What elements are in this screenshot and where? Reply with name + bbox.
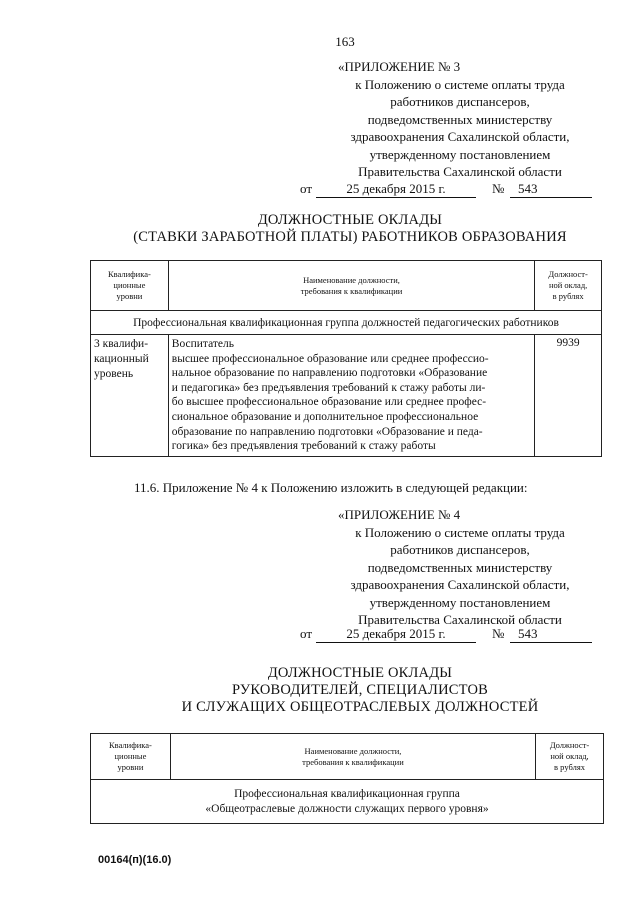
level-cell [91, 335, 169, 457]
appendix-3-block [300, 58, 620, 181]
number-sign: № [492, 181, 505, 196]
appendix-4-date: 25 декабря 2015 г. [316, 626, 476, 643]
appendix-4-line: здравоохранения Сахалинской области, [350, 577, 570, 592]
document-code: 00164(п)(16.0) [98, 854, 172, 866]
appendix-4-date-row [300, 626, 610, 644]
header-salary-text: Должност- ной оклад, в рублях [549, 740, 590, 772]
date-prefix: от [300, 626, 313, 641]
desc-line: Воспитатель [171, 338, 235, 350]
header-position [170, 734, 535, 780]
level-text: 3 квалифи- кационный уровень [94, 338, 149, 380]
desc-line: высшее профессиональное образование или среднее профессио- [171, 352, 489, 365]
appendix-3-line: подведомственных министерству [367, 111, 553, 127]
heading-line: ДОЛЖНОСТНЫЕ ОКЛАДЫ [257, 212, 443, 228]
appendix-4-line: работников диспансеров, [390, 542, 530, 557]
appendix-3-line: утвержденному постановлением [369, 146, 551, 162]
appendix-4-number: 543 [510, 626, 592, 643]
desc-line: гогика» без предъявления требований к стажу работы [171, 440, 436, 453]
header-levels-text: Квалифика- ционные уровни [107, 269, 151, 301]
appendix-3-title: «ПРИЛОЖЕНИЕ № 3 [338, 59, 461, 74]
salary-cell: 9939 [535, 335, 602, 457]
appendix-3-line: к Положению о системе оплаты труда [355, 76, 565, 92]
heading-education-salaries [100, 212, 600, 246]
appendix-3-date: 25 декабря 2015 г. [316, 181, 476, 198]
header-position-text: Наименование должности, требования к квалификации [300, 274, 403, 296]
group-line: «Общеотраслевые должности служащих первого уровня» [205, 802, 489, 815]
appendix-3-line: Правительства Сахалинской области [358, 164, 562, 179]
description-cell [168, 335, 534, 457]
group-line: Профессиональная квалификационная группа [234, 787, 460, 800]
header-position [168, 261, 534, 311]
heading-general-positions [110, 665, 610, 716]
header-levels-text: Квалифика- ционные уровни [109, 740, 152, 772]
appendix-3-number: 543 [510, 181, 592, 198]
header-salary-text: Должност- ной оклад, в рублях [548, 269, 588, 301]
desc-line: бо высшее профессиональное образование или среднее профес- [171, 396, 487, 409]
appendix-3-line: работников диспансеров, [390, 94, 530, 109]
header-salary [535, 261, 602, 311]
appendix-4-line: утвержденному постановлением [369, 594, 551, 610]
header-levels [91, 261, 169, 311]
group-row: Профессиональная квалификационная группа должностей педагогических работников [91, 311, 602, 335]
appendix-4-block [300, 506, 620, 629]
number-sign: № [492, 626, 505, 641]
education-salary-table [90, 260, 602, 457]
appendix-4-line: подведомственных министерству [367, 559, 553, 575]
desc-line: сиональное образование и дополнительное профессиональное [171, 410, 479, 423]
appendix-4-line: к Положению о системе оплаты труда [355, 524, 565, 540]
general-salary-table [90, 733, 604, 824]
heading-line: (СТАВКИ ЗАРАБОТНОЙ ПЛАТЫ) РАБОТНИКОВ ОБРАЗОВАНИЯ [133, 229, 567, 245]
desc-line: образование по направлению подготовки «Образование и педа- [171, 425, 483, 438]
heading-line: И СЛУЖАЩИХ ОБЩЕОТРАСЛЕВЫХ ДОЛЖНОСТЕЙ [181, 699, 539, 715]
group-row [91, 780, 604, 824]
date-prefix: от [300, 181, 313, 196]
paragraph-11-6: 11.6. Приложение № 4 к Положению изложить в следующей редакции: [134, 480, 528, 495]
appendix-3-date-row [300, 181, 610, 199]
page-number: 163 [335, 34, 355, 49]
appendix-3-line: здравоохранения Сахалинской области, [350, 129, 570, 144]
heading-line: ДОЛЖНОСТНЫЕ ОКЛАДЫ [267, 665, 453, 681]
header-salary [536, 734, 604, 780]
heading-line: РУКОВОДИТЕЛЕЙ, СПЕЦИАЛИСТОВ [231, 682, 489, 698]
appendix-4-line: Правительства Сахалинской области [358, 612, 562, 627]
appendix-4-title: «ПРИЛОЖЕНИЕ № 4 [338, 507, 461, 522]
desc-line: и педагогика» без предъявления требований к стажу работы ли- [171, 381, 486, 394]
header-position-text: Наименование должности, требования к квалификации [302, 745, 404, 767]
desc-line: нальное образование по направлению подготовки «Образование [171, 367, 488, 380]
header-levels [91, 734, 171, 780]
